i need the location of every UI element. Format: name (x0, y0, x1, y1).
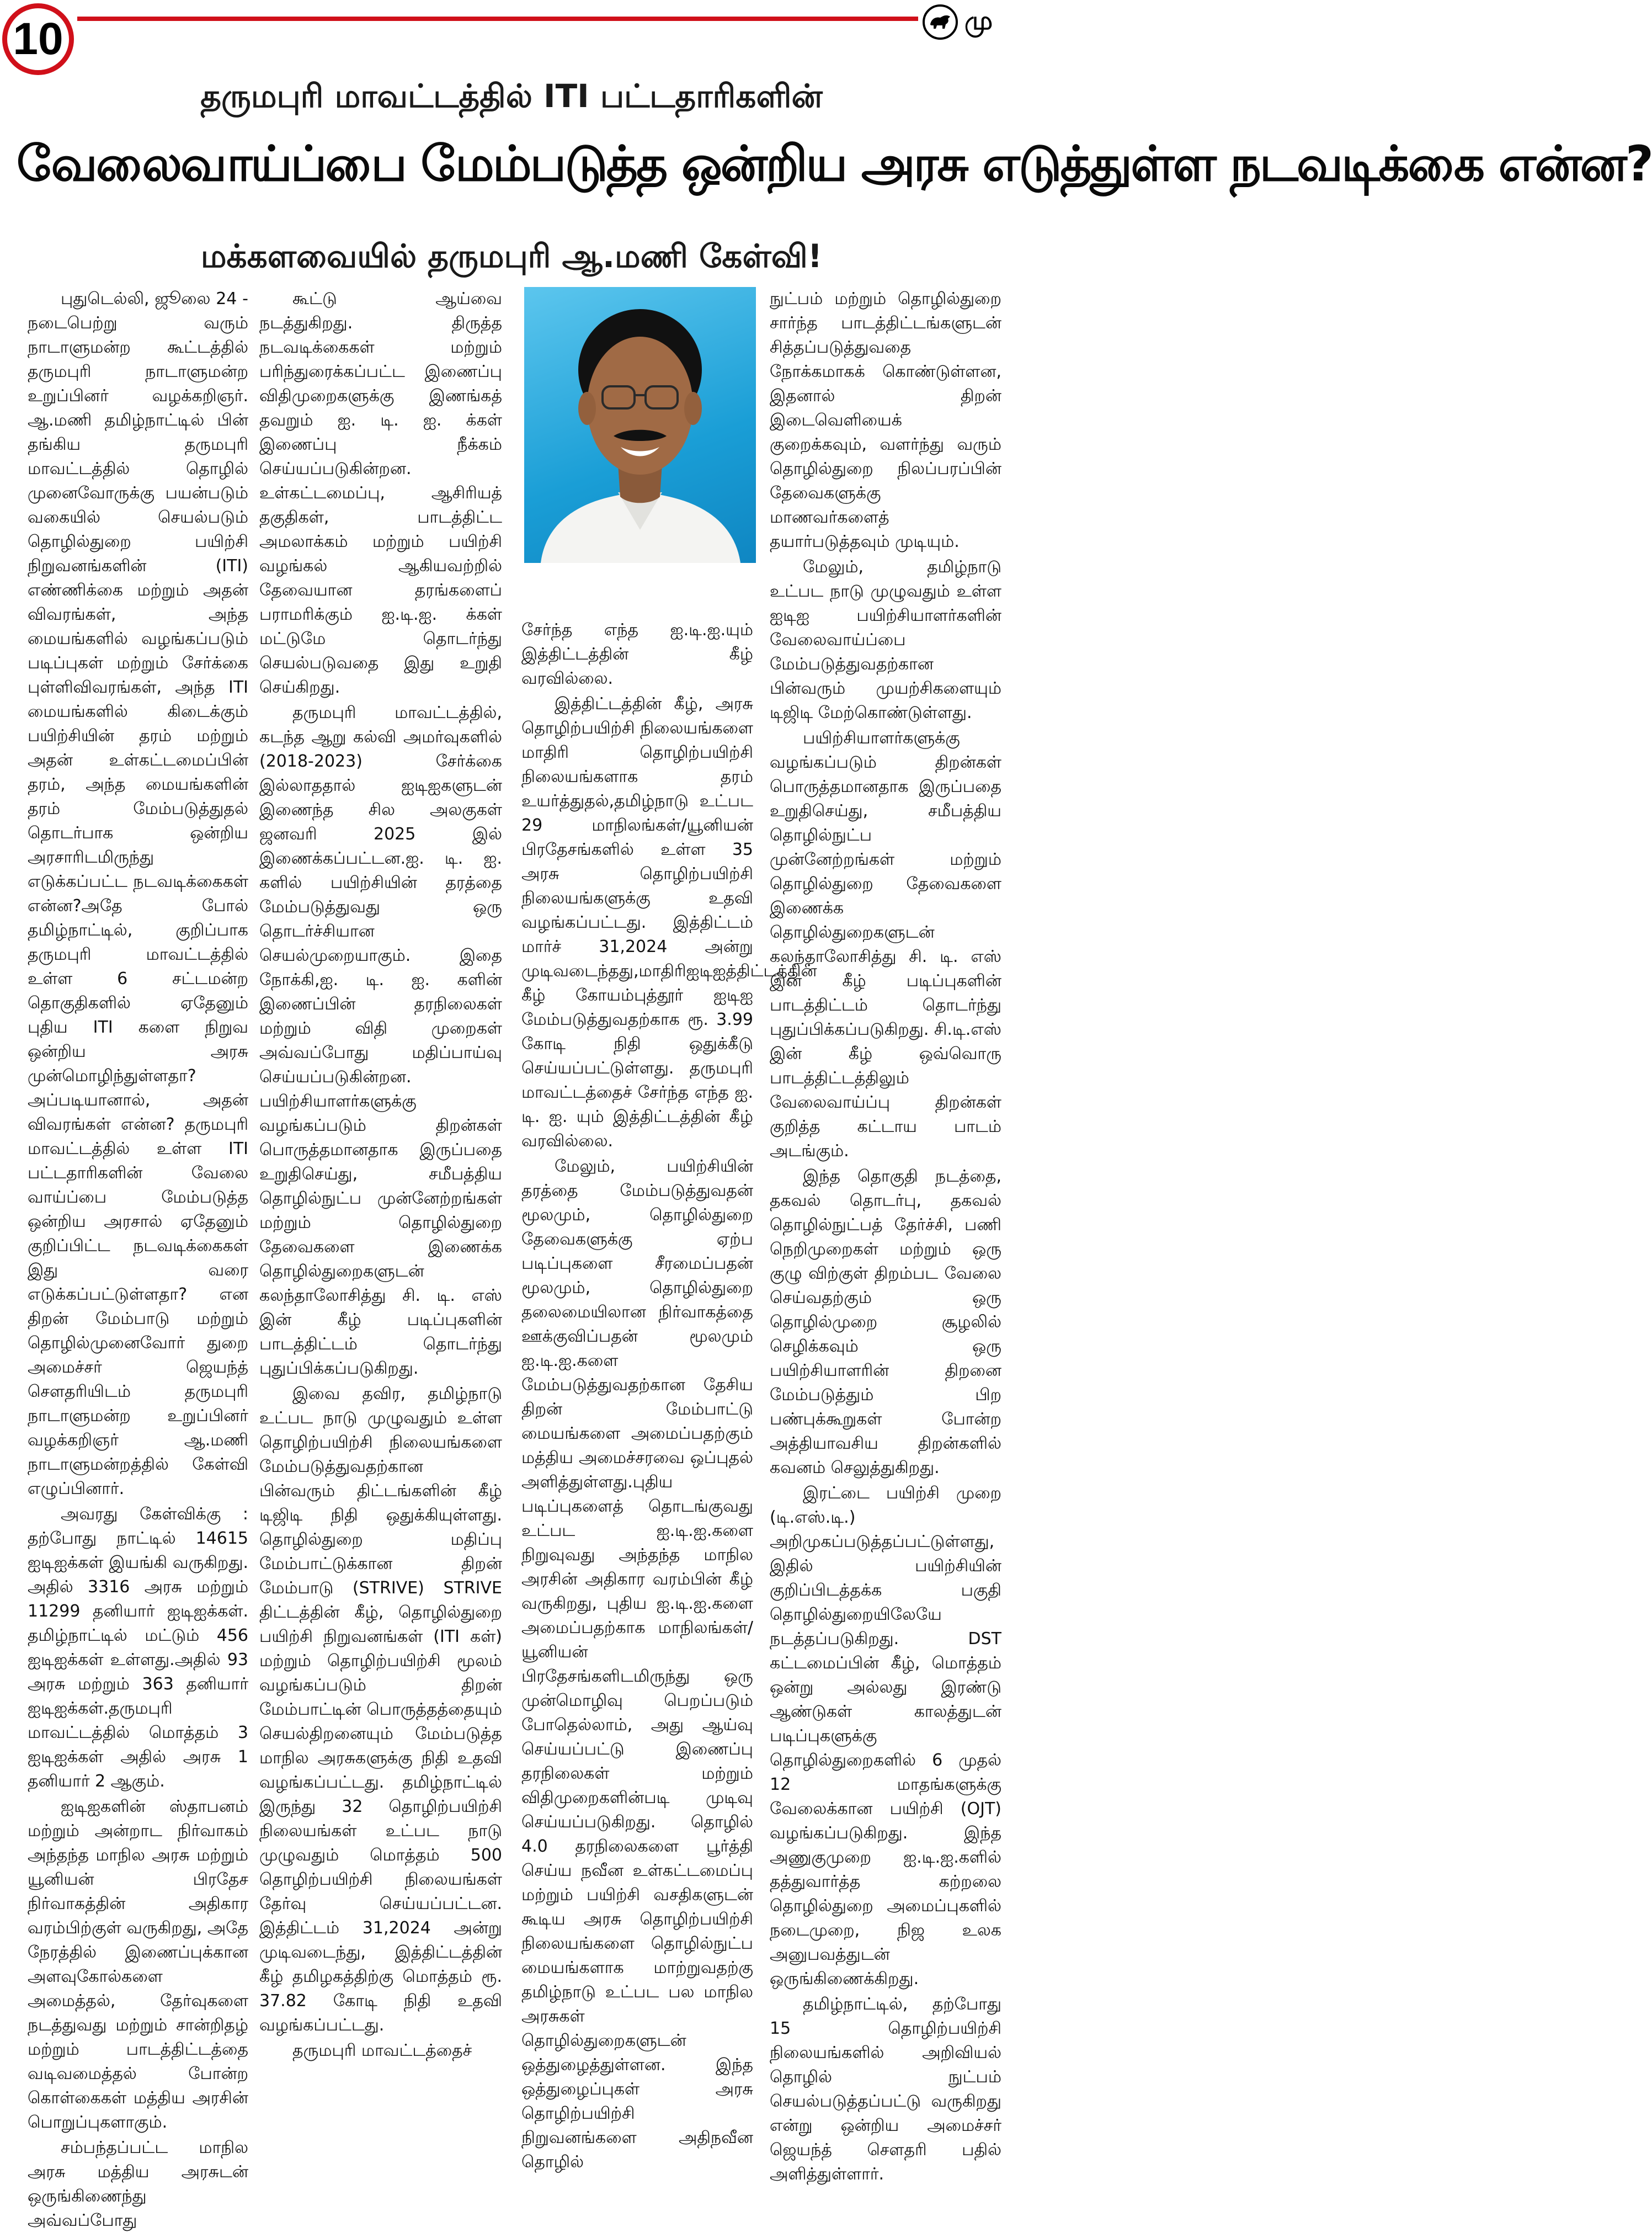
paragraph: இந்த தொகுதி நடத்தை, தகவல் தொடர்பு, தகவல் தொழில்நுட்பத் தேர்ச்சி, பணி நெறிமுறைகள் மற்றும் ஒரு குழு விற்குள் திறம்பட வேலை செய்வதற்கும் ஒரு தொழில்முறை சூழலில் செழிக்கவும் ஒரு பயிற்சியாளரின் திறனை மேம்படுத்தும் பிற பண்புக்கூறுகள் போன்ற அத்தியாவசிய திறன்களில் கவனம் செலுத்துகிறது. (770, 1167, 1001, 1477)
article-column-4 (770, 287, 1001, 2184)
bull-logo-icon (923, 4, 958, 40)
article-column-2 (259, 287, 502, 2060)
article-column-3 (521, 618, 817, 2172)
paragraph: பயிற்சியாளர்களுக்கு வழங்கப்படும் திறன்கள் பொருத்தமானதாக இருப்பதை உறுதிசெய்து, சமீபத்திய தொழில்நுட்ப முன்னேற்றங்கள் மற்றும் தொழில்துறை தேவைகளை இணைக்க தொழில்துறைகளுடன் கலந்தாலோசித்து சி. டி. எஸ் இன் கீழ் படிப்புகளின் பாடத்திட்டம் தொடர்ந்து புதுப்பிக்கப்படுகிறது. சி.டி.எஸ் இன் கீழ் ஒவ்வொரு பாடத்திட்டத்திலும் வேலைவாய்ப்பு திறன்கள் குறித்த கட்டாய பாடம் அடங்கும். (770, 729, 1001, 1161)
paragraph: இவை தவிர, தமிழ்நாடு உட்பட நாடு முழுவதும் உள்ள தொழிற்பயிற்சி நிலையங்களை மேம்படுத்துவதற்கான பின்வரும் திட்டங்களின் கீழ் டிஜிடி நிதி ஒதுக்கியுள்ளது. தொழில்துறை மதிப்பு மேம்பாட்டுக்கான திறன் மேம்பாடு (STRIVE) STRIVE திட்டத்தின் கீழ், தொழில்துறை பயிற்சி நிறுவனங்கள் (ITI கள்) மற்றும் தொழிற்பயிற்சி மூலம் வழங்கப்படும் திறன் மேம்பாட்டின் பொருத்தத்தையும் செயல்திறனையும் மேம்படுத்த மாநில அரசுகளுக்கு நிதி உதவி வழங்கப்பட்டது. தமிழ்நாட்டில் இருந்து 32 தொழிற்பயிற்சி நிலையங்கள் உட்பட நாடு முழுவதும் மொத்தம் 500 தொழிற்பயிற்சி நிலையங்கள் தேர்வு செய்யப்பட்டன. இத்திட்டம் 31,2024 அன்று முடிவடைந்து, இத்திட்டத்தின் கீழ் தமிழகத்திற்கு மொத்தம் ரூ. 37.82 கோடி நிதி உதவி வழங்கப்பட்டது. (259, 1384, 502, 2035)
paragraph: மேலும், பயிற்சியின் தரத்தை மேம்படுத்துவதன் மூலமும், தொழில்துறை தேவைகளுக்கு ஏற்ப படிப்புகளை சீரமைப்பதன் மூலமும், தொழில்துறை தலைமையிலான நிர்வாகத்தை ஊக்குவிப்பதன் மூலமும் ஐ.டி.ஐ.களை மேம்படுத்துவதற்கான தேசிய திறன் மேம்பாட்டு மையங்களை அமைப்பதற்கும் மத்திய அமைச்சரவை ஒப்புதல் அளித்துள்ளது.புதிய படிப்புகளைத் தொடங்குவது உட்பட ஐ.டி.ஐ.களை நிறுவுவது அந்தந்த மாநில அரசின் அதிகார வரம்பின் கீழ் வருகிறது, புதிய ஐ.டி.ஐ.களை அமைப்பதற்காக மாநிலங்கள்/யூனியன் பிரதேசங்களிடமிருந்து ஒரு முன்மொழிவு பெறப்படும் போதெல்லாம், அது ஆய்வு செய்யப்பட்டு இணைப்பு தரநிலைகள் மற்றும் விதிமுறைகளின்படி முடிவு செய்யப்படுகிறது. தொழில் 4.0 தரநிலைகளை பூர்த்தி செய்ய நவீன உள்கட்டமைப்பு மற்றும் பயிற்சி வசதிகளுடன் கூடிய அரசு தொழிற்பயிற்சி நிலையங்களை தொழில்நுட்ப மையங்களாக மாற்றுவதற்கு தமிழ்நாடு உட்பட பல மாநில அரசுகள் தொழில்துறைகளுடன் ஒத்துழைத்துள்ளன. இந்த ஒத்துழைப்புகள் அரசு தொழிற்பயிற்சி நிறுவனங்களை அதிநவீன தொழில் (521, 1157, 753, 2172)
masthead-title: மு (964, 5, 993, 35)
paragraph: புதுடெல்லி, ஜூலை 24 - நடைபெற்று வரும் நாடாளுமன்ற கூட்டத்தில் தருமபுரி நாடாளுமன்ற உறுப்பினர் வழக்கறிஞர். ஆ.மணி தமிழ்நாட்டில் பின் தங்கிய தருமபுரி மாவட்டத்தில் தொழில் முனைவோருக்கு பயன்படும் வகையில் செயல்படும் தொழில்துறை பயிற்சி நிறுவனங்களின் (ITI) எண்ணிக்கை மற்றும் அதன் விவரங்கள், அந்த மையங்களில் வழங்கப்படும் படிப்புகள் மற்றும் சேர்க்கை புள்ளிவிவரங்கள், அந்த ITI மையங்களில் கிடைக்கும் பயிற்சியின் தரம் மற்றும் அதன் உள்கட்டமைப்பின் தரம், அந்த மையங்களின் தரம் மேம்படுத்துதல் தொடர்பாக ஒன்றிய அரசாரிடமிருந்து எடுக்கப்பட்ட நடவடிக்கைகள் என்ன?அதே போல் தமிழ்நாட்டில், குறிப்பாக தருமபுரி மாவட்டத்தில் உள்ள 6 சட்டமன்ற தொகுதிகளில் ஏதேனும் புதிய ITI களை நிறுவ ஒன்றிய அரசு முன்மொழிந்துள்ளதா? அப்படியானால், அதன் விவரங்கள் என்ன? தருமபுரி மாவட்டத்தில் உள்ள ITI பட்டதாரிகளின் வேலை வாய்ப்பை மேம்படுத்த ஒன்றிய அரசால் ஏதேனும் குறிப்பிட்ட நடவடிக்கைகள் இது வரை எடுக்கப்பட்டுள்ளதா? என திறன் மேம்பாடு மற்றும் தொழில்முனைவோர் துறை அமைச்சர் ஜெயந்த் சௌதரியிடம் தருமபுரி நாடாளுமன்ற உறுப்பினர் வழக்கறிஞர் ஆ.மணி நாடாளுமன்றத்தில் கேள்வி எழுப்பினார். (28, 289, 248, 1498)
paragraph: தருமபுரி மாவட்டத்தைச் (292, 2041, 472, 2060)
main-headline: வேலைவாய்ப்பை மேம்படுத்த ஒன்றிய அரசு எடுத்துள்ள நடவடிக்கை என்ன? (17, 135, 1652, 192)
paragraph: தமிழ்நாட்டில், தற்போது 15 தொழிற்பயிற்சி நிலையங்களில் அறிவியல் தொழில் நுட்பம் செயல்படுத்தப்பட்டு வருகிறது என்று ஒன்றிய அமைச்சர் ஜெயந்த் சௌதரி பதில் அளித்துள்ளார். (770, 1995, 1001, 2184)
sub-headline: மக்களவையில் தருமபுரி ஆ.மணி கேள்வி! (200, 237, 823, 275)
paragraph: இரட்டை பயிற்சி முறை (டி.எஸ்.டி.) அறிமுகப்படுத்தப்பட்டுள்ளது, இதில் பயிற்சியின் குறிப்பிடத்தக்க பகுதி தொழில்துறையிலேயே நடத்தப்படுகிறது. DST கட்டமைப்பின் கீழ், மொத்தம் ஒன்று அல்லது இரண்டு ஆண்டுகள் காலத்துடன் படிப்புகளுக்கு தொழில்துறைகளில் 6 முதல் 12 மாதங்களுக்கு வேலைக்கான பயிற்சி (OJT) வழங்கப்படுகிறது. இந்த அணுகுமுறை ஐ.டி.ஐ.களில் தத்துவார்த்த கற்றலை தொழில்துறை அமைப்புகளில் நடைமுறை, நிஜ உலக அனுபவத்துடன் ஒருங்கிணைக்கிறது. (770, 1484, 1001, 1989)
paragraph: சம்பந்தப்பட்ட மாநில அரசு மத்திய அரசுடன் ஒருங்கிணைந்து அவ்வப்போது (28, 2138, 248, 2230)
portrait-photo (524, 287, 756, 563)
article-column-1 (28, 287, 249, 2230)
paragraph: சேர்ந்த எந்த ஐ.டி.ஐ.யும் இத்திட்டத்தின் கீழ் வரவில்லை. (521, 620, 753, 688)
paragraph: கூட்டு ஆய்வை நடத்துகிறது. திருத்த நடவடிக்கைகள் மற்றும் பரிந்துரைக்கப்பட்ட இணைப்பு விதிமுறைகளுக்கு இணங்கத் தவறும் ஐ. டி. ஐ. க்கள் இணைப்பு நீக்கம் செய்யப்படுகின்றன. உள்கட்டமைப்பு, ஆசிரியத் தகுதிகள், பாடத்திட்ட அமலாக்கம் மற்றும் பயிற்சி வழங்கல் ஆகியவற்றில் தேவையான தரங்களைப் பராமரிக்கும் ஐ.டி.ஐ. க்கள் மட்டுமே தொடர்ந்து செயல்படுவதை இது உறுதி செய்கிறது. (259, 289, 502, 697)
paragraph: இத்திட்டத்தின் கீழ், அரசு தொழிற்பயிற்சி நிலையங்களை மாதிரி தொழிற்பயிற்சி நிலையங்களாக தரம் உயர்த்துதல்,தமிழ்நாடு உட்பட 29 மாநிலங்கள்/யூனியன் பிரதேசங்களில் உள்ள 35 அரசு தொழிற்பயிற்சி நிலையங்களுக்கு உதவி வழங்கப்பட்டது. இத்திட்டம் மார்ச் 31,2024 அன்று முடிவடைந்தது,மாதிரிஐடிஐத்திட்டத்தின் கீழ் கோயம்புத்தூர் ஐடிஐ மேம்படுத்துவதற்காக ரூ. 3.99 கோடி நிதி ஒதுக்கீடு செய்யப்பட்டுள்ளது. தருமபுரி மாவட்டத்தைச் சேர்ந்த எந்த ஐ. டி. ஐ. யும் இத்திட்டத்தின் கீழ் வரவில்லை. (521, 694, 817, 1151)
masthead (918, 0, 1023, 44)
paragraph: நுட்பம் மற்றும் தொழில்துறை சார்ந்த பாடத்திட்டங்களுடன் சித்தப்படுத்துவதை நோக்கமாகக் கொண்டுள்ளன, இதனால் திறன் இடைவெளியைக் குறைக்கவும், வளர்ந்து வரும் தொழில்துறை நிலப்பரப்பின் தேவைகளுக்கு மாணவர்களைத் தயார்படுத்தவும் முடியும். (770, 289, 1001, 551)
page-header (0, 0, 1023, 44)
paragraph: அவரது கேள்விக்கு : தற்போது நாட்டில் 14615 ஐடிஐக்கள் இயங்கி வருகிறது. அதில் 3316 அரசு மற்றும் 11299 தனியார் ஐடிஐக்கள். தமிழ்நாட்டில் மட்டும் 456 ஐடிஐக்கள் உள்ளது.அதில் 93 அரசு மற்றும் 363 தனியார் ஐடிஐக்கள்.தருமபுரி மாவட்டத்தில் மொத்தம் 3 ஐடிஐக்கள் அதில் அரசு 1 தனியார் 2 ஆகும். (28, 1504, 248, 1791)
paragraph: மேலும், தமிழ்நாடு உட்பட நாடு முழுவதும் உள்ள ஐடிஐ பயிற்சியாளர்களின் வேலைவாய்ப்பை மேம்படுத்துவதற்கான பின்வரும் முயற்சிகளையும் டிஜிடி மேற்கொண்டுள்ளது. (770, 557, 1001, 722)
kicker-headline: தருமபுரி மாவட்டத்தில் ITI பட்டதாரிகளின் (200, 77, 823, 115)
header-rule (77, 17, 918, 21)
paragraph: தருமபுரி மாவட்டத்தில், கடந்த ஆறு கல்வி அமர்வுகளில் (2018-2023) சேர்க்கை இல்லாததால் ஐடிஐகளுடன் இணைந்த சில அலகுகள் ஜனவரி 2025 இல் இணைக்கப்பட்டன.ஐ. டி. ஐ. களில் பயிற்சியின் தரத்தை மேம்படுத்துவது ஒரு தொடர்ச்சியான செயல்முறையாகும். இதை நோக்கி,ஐ. டி. ஐ. களின் இணைப்பின் தரநிலைகள் மற்றும் விதி முறைகள் அவ்வப்போது மதிப்பாய்வு செய்யப்படுகின்றன. பயிற்சியாளர்களுக்கு வழங்கப்படும் திறன்கள் பொருத்தமானதாக இருப்பதை உறுதிசெய்து, சமீபத்திய தொழில்நுட்ப முன்னேற்றங்கள் மற்றும் தொழில்துறை தேவைகளை இணைக்க தொழில்துறைகளுடன் கலந்தாலோசித்து சி. டி. எஸ் இன் கீழ் படிப்புகளின் பாடத்திட்டம் தொடர்ந்து புதுப்பிக்கப்படுகிறது. (259, 703, 502, 1378)
page-number: 10 (2, 3, 74, 75)
paragraph: ஐடிஐகளின் ஸ்தாபனம் மற்றும் அன்றாட நிர்வாகம் அந்தந்த மாநில அரசு மற்றும் யூனியன் பிரதேச நிர்வாகத்தின் அதிகார வரம்பிற்குள் வருகிறது, அதே நேரத்தில் இணைப்புக்கான அளவுகோல்களை அமைத்தல், தேர்வுகளை நடத்துவது மற்றும் சான்றிதழ் மற்றும் பாடத்திட்டத்தை வடிவமைத்தல் போன்ற கொள்கைகள் மத்திய அரசின் பொறுப்புகளாகும். (28, 1797, 249, 2132)
